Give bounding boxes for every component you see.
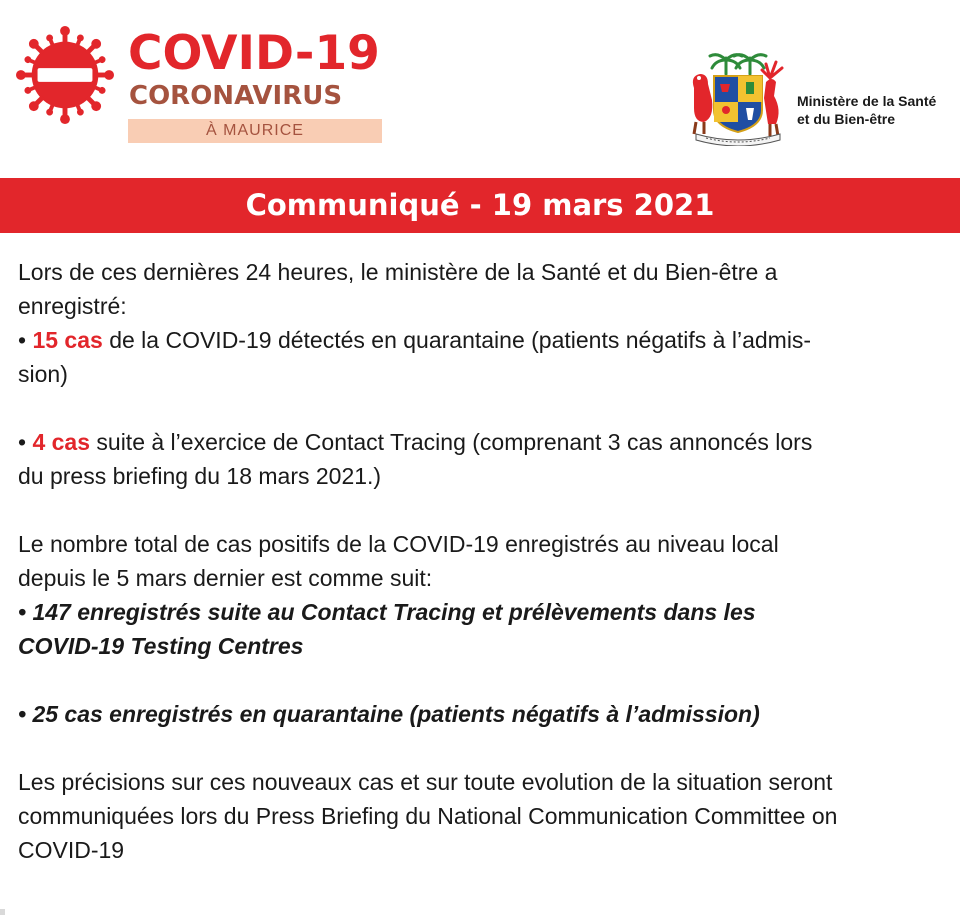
item1-highlight: 15 cas [32, 327, 103, 353]
total-line1: Le nombre total de cas positifs de la COVID-19 enregistrés au niveau local [18, 531, 779, 557]
corner-mark [0, 909, 5, 915]
item1-text-line2: sion) [18, 361, 68, 387]
intro-line2: enregistré: [18, 293, 127, 319]
bullet: • [18, 429, 27, 455]
mauritius-coat-of-arms-icon [686, 48, 790, 146]
total-line2: depuis le 5 mars dernier est comme suit: [18, 565, 433, 591]
communique-body [18, 255, 943, 867]
virus-no-entry-icon [16, 26, 114, 124]
closing-paragraph [18, 765, 943, 867]
total-item1-line2: COVID-19 Testing Centres [18, 633, 304, 659]
intro-line1: Lors de ces dernières 24 heures, le ministère de la Santé et du Bien-être a [18, 259, 778, 285]
closing-line1: Les précisions sur ces nouveaux cas et sur toute evolution de la situation seront [18, 769, 833, 795]
brand-title: COVID-19 [128, 26, 380, 81]
total-item2-paragraph [18, 697, 943, 731]
item1-text-line1: de la COVID-19 détectés en quarantaine (patients négatifs à l’admis- [102, 327, 812, 353]
spacer [18, 493, 943, 527]
spacer [18, 391, 943, 425]
bullet: • [18, 327, 27, 353]
brand-place-label: À MAURICE [128, 119, 382, 143]
spacer [18, 731, 943, 765]
item2-highlight: 4 cas [32, 429, 91, 455]
total-item2: • 25 cas enregistrés en quarantaine (patients négatifs à l’admission) [18, 701, 760, 727]
brand-subtitle: CORONAVIRUS [129, 81, 343, 111]
spacer [18, 663, 943, 697]
ministry-name [797, 92, 936, 128]
total-paragraph [18, 527, 943, 663]
communique-banner: Communiqué - 19 mars 2021 [0, 178, 960, 233]
closing-line2: communiquées lors du Press Briefing du National Communication Committee on [18, 803, 838, 829]
ministry-name-line2: et du Bien-être [797, 111, 896, 127]
item2-paragraph [18, 425, 943, 493]
total-item1-line1: • 147 enregistrés suite au Contact Tracing et prélèvements dans les [18, 599, 756, 625]
ministry-name-line1: Ministère de la Santé [797, 93, 937, 109]
item2-text-line1: suite à l’exercice de Contact Tracing (comprenant 3 cas annoncés lors [90, 429, 813, 455]
intro-paragraph [18, 255, 943, 391]
closing-line3: COVID-19 [18, 837, 125, 863]
item2-text-line2: du press briefing du 18 mars 2021.) [18, 463, 382, 489]
header [0, 0, 960, 178]
